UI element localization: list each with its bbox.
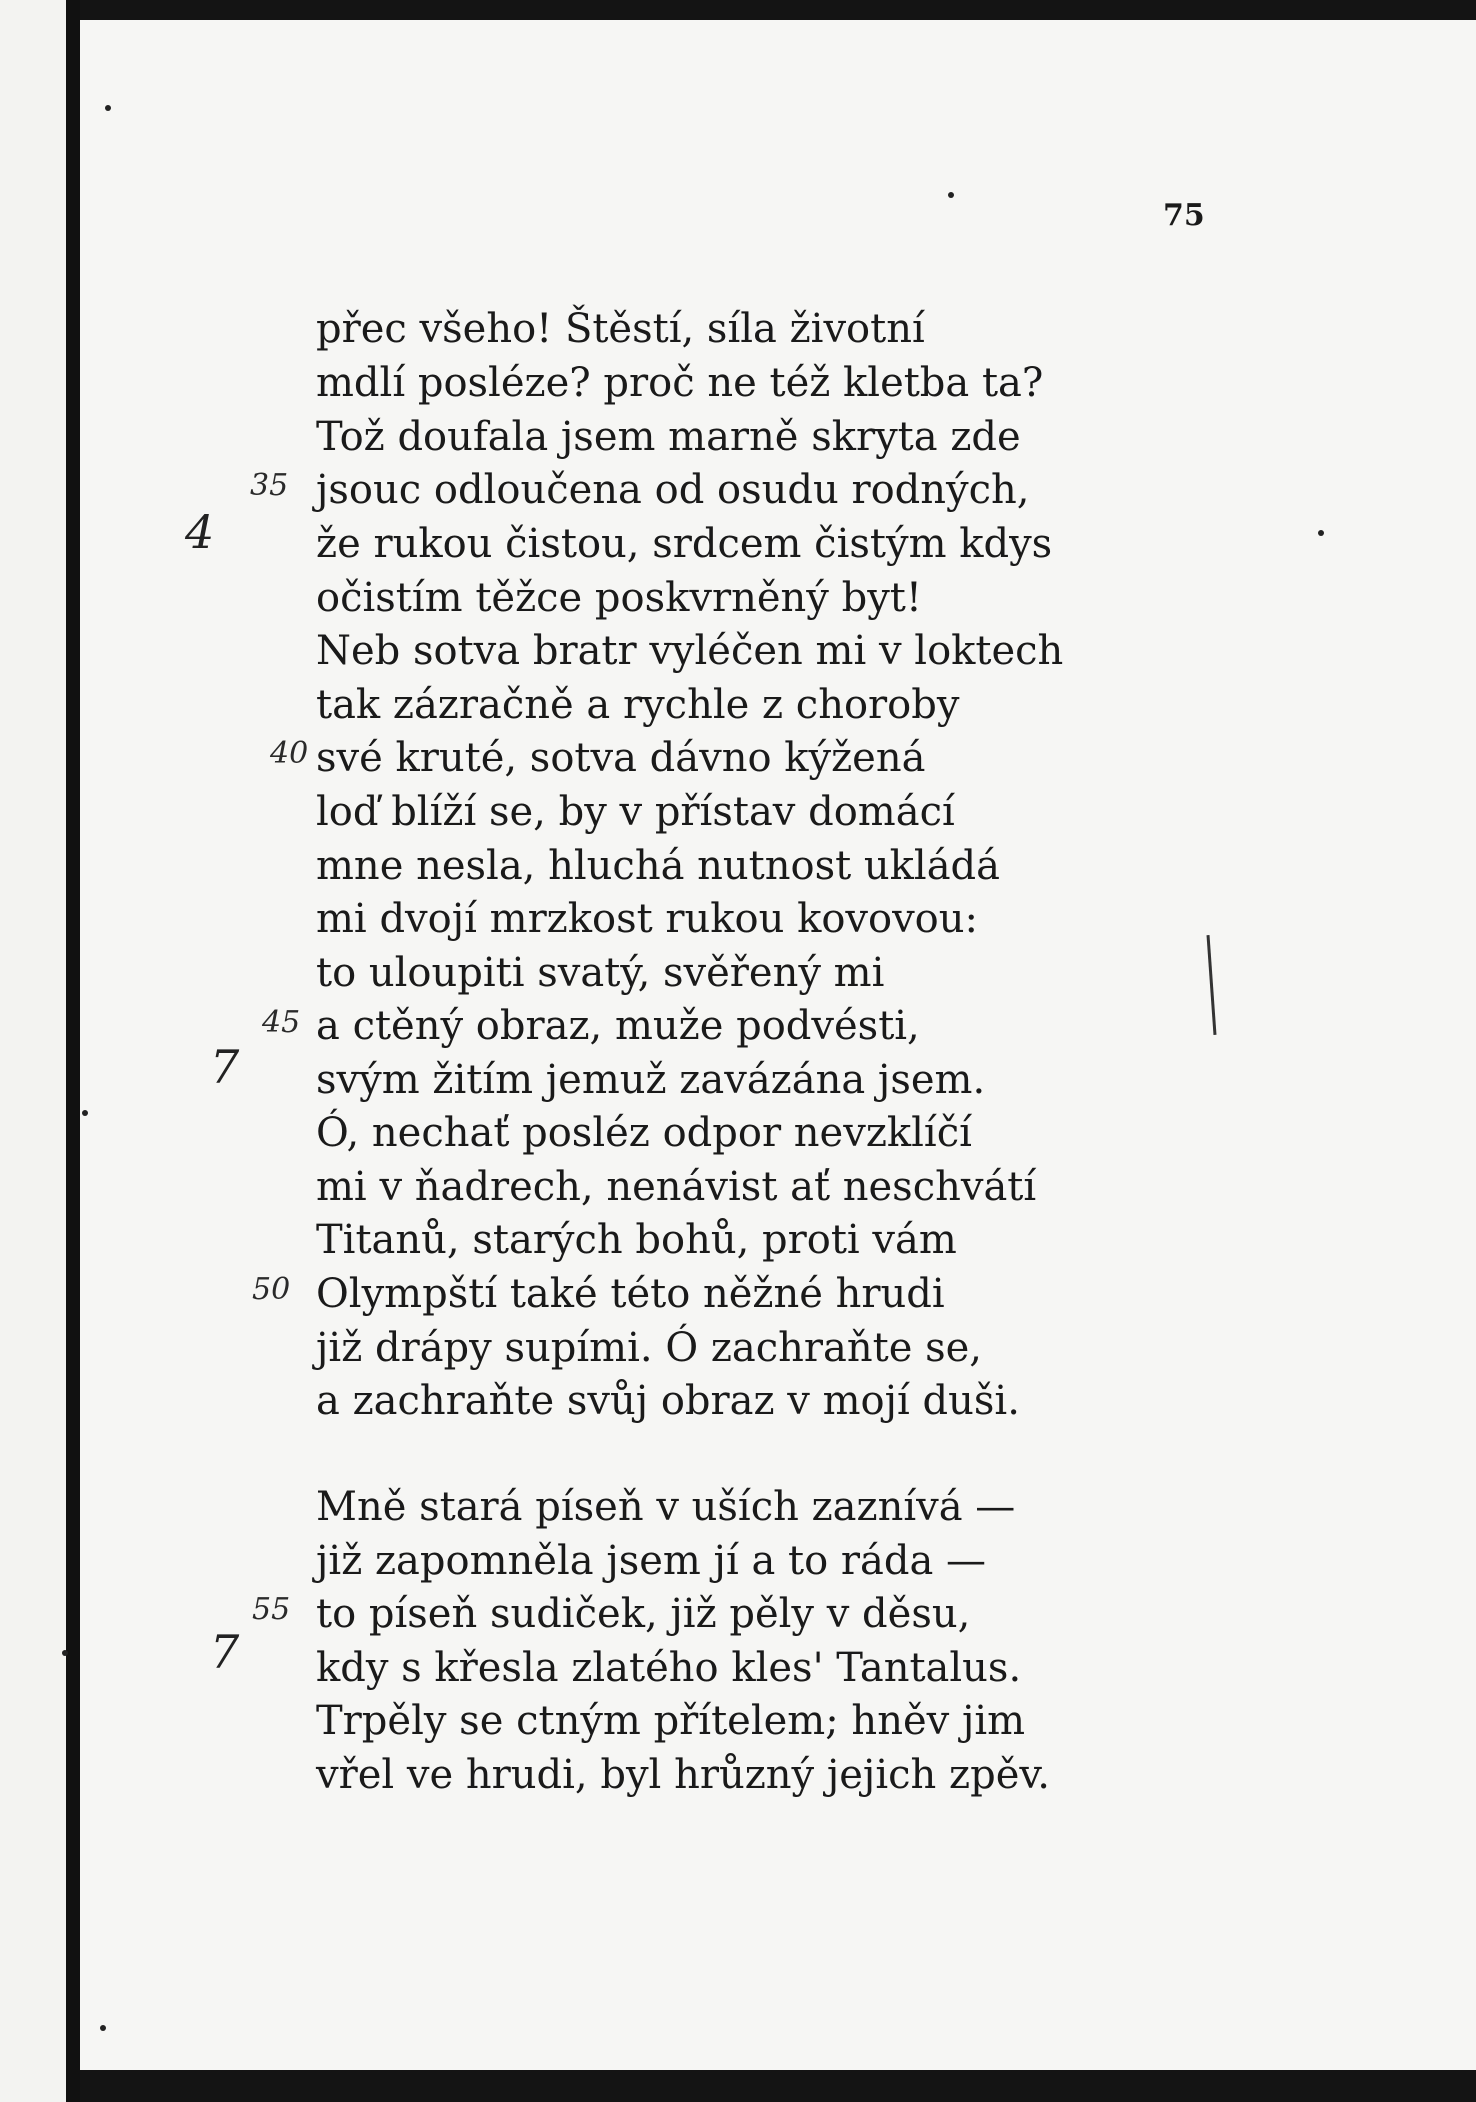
poem-line: očistím těžce poskvrněný byt! bbox=[316, 575, 922, 621]
page-number: 75 bbox=[1163, 198, 1205, 233]
page-speck bbox=[100, 2025, 106, 2031]
previous-page-edge bbox=[0, 0, 70, 2102]
poem-line: své kruté, sotva dávno kýžená bbox=[316, 735, 926, 781]
margin-line-number: 45 bbox=[262, 1005, 301, 1040]
page-speck bbox=[1318, 530, 1324, 536]
poem-line: Titanů, starých bohů, proti vám bbox=[316, 1217, 957, 1263]
poem-line: Ó, nechať posléz odpor nevzklíčí bbox=[316, 1110, 972, 1156]
poem-line: to píseň sudiček, již pěly v děsu, bbox=[316, 1591, 971, 1637]
poem-line: vřel ve hrudi, byl hrůzný jejich zpěv. bbox=[316, 1752, 1050, 1798]
poem-line: tak zázračně a rychle z choroby bbox=[316, 682, 960, 728]
page-speck bbox=[948, 192, 954, 198]
poem-line: mi dvojí mrzkost rukou kovovou: bbox=[316, 896, 978, 942]
page-speck bbox=[62, 1650, 68, 1656]
page-speck bbox=[105, 105, 111, 111]
poem-line: svým žitím jemuž zavázána jsem. bbox=[316, 1057, 986, 1103]
poem-line: jsouc odloučena od osudu rodných, bbox=[316, 467, 1030, 513]
margin-line-number: 55 bbox=[252, 1592, 291, 1627]
poem-line: již drápy supími. Ó zachraňte se, bbox=[316, 1325, 983, 1371]
poem-line: mne nesla, hluchá nutnost ukládá bbox=[316, 843, 1001, 889]
margin-pencil-mark: 7 bbox=[210, 1040, 240, 1094]
poem-line: a zachraňte svůj obraz v mojí duši. bbox=[316, 1378, 1020, 1424]
margin-pencil-mark: 7 bbox=[210, 1625, 240, 1679]
poem-line: mdlí posléze? proč ne též kletba ta? bbox=[316, 360, 1044, 406]
margin-line-number: 35 bbox=[250, 468, 289, 503]
poem-line: Trpěly se ctným přítelem; hněv jim bbox=[316, 1698, 1026, 1744]
poem-line: mi v ňadrech, nenávist ať neschvátí bbox=[316, 1164, 1037, 1210]
poem-line: Mně stará píseň v uších zaznívá — bbox=[316, 1484, 1016, 1530]
poem-line: Olympští také této něžné hrudi bbox=[316, 1271, 945, 1317]
margin-pencil-mark: 4 bbox=[185, 505, 215, 559]
poem-line: přec všeho! Štěstí, síla životní bbox=[316, 306, 925, 352]
poem-line: že rukou čistou, srdcem čistým kdys bbox=[316, 521, 1053, 567]
poem-line: to uloupiti svatý, svěřený mi bbox=[316, 950, 885, 996]
poem-line: již zapomněla jsem jí a to ráda — bbox=[316, 1538, 987, 1584]
poem-line: Neb sotva bratr vyléčen mi v loktech bbox=[316, 628, 1064, 674]
margin-line-number: 40 bbox=[270, 736, 309, 771]
margin-line-number: 50 bbox=[252, 1272, 291, 1307]
poem-line: a ctěný obraz, muže podvésti, bbox=[316, 1003, 920, 1049]
page-gutter bbox=[66, 0, 80, 2102]
page-speck bbox=[82, 1110, 88, 1116]
poem-line: Tož doufala jsem marně skryta zde bbox=[316, 414, 1021, 460]
poem-line: kdy s křesla zlatého kles' Tantalus. bbox=[316, 1645, 1022, 1691]
poem-line: loď blíží se, by v přístav domácí bbox=[316, 789, 955, 835]
